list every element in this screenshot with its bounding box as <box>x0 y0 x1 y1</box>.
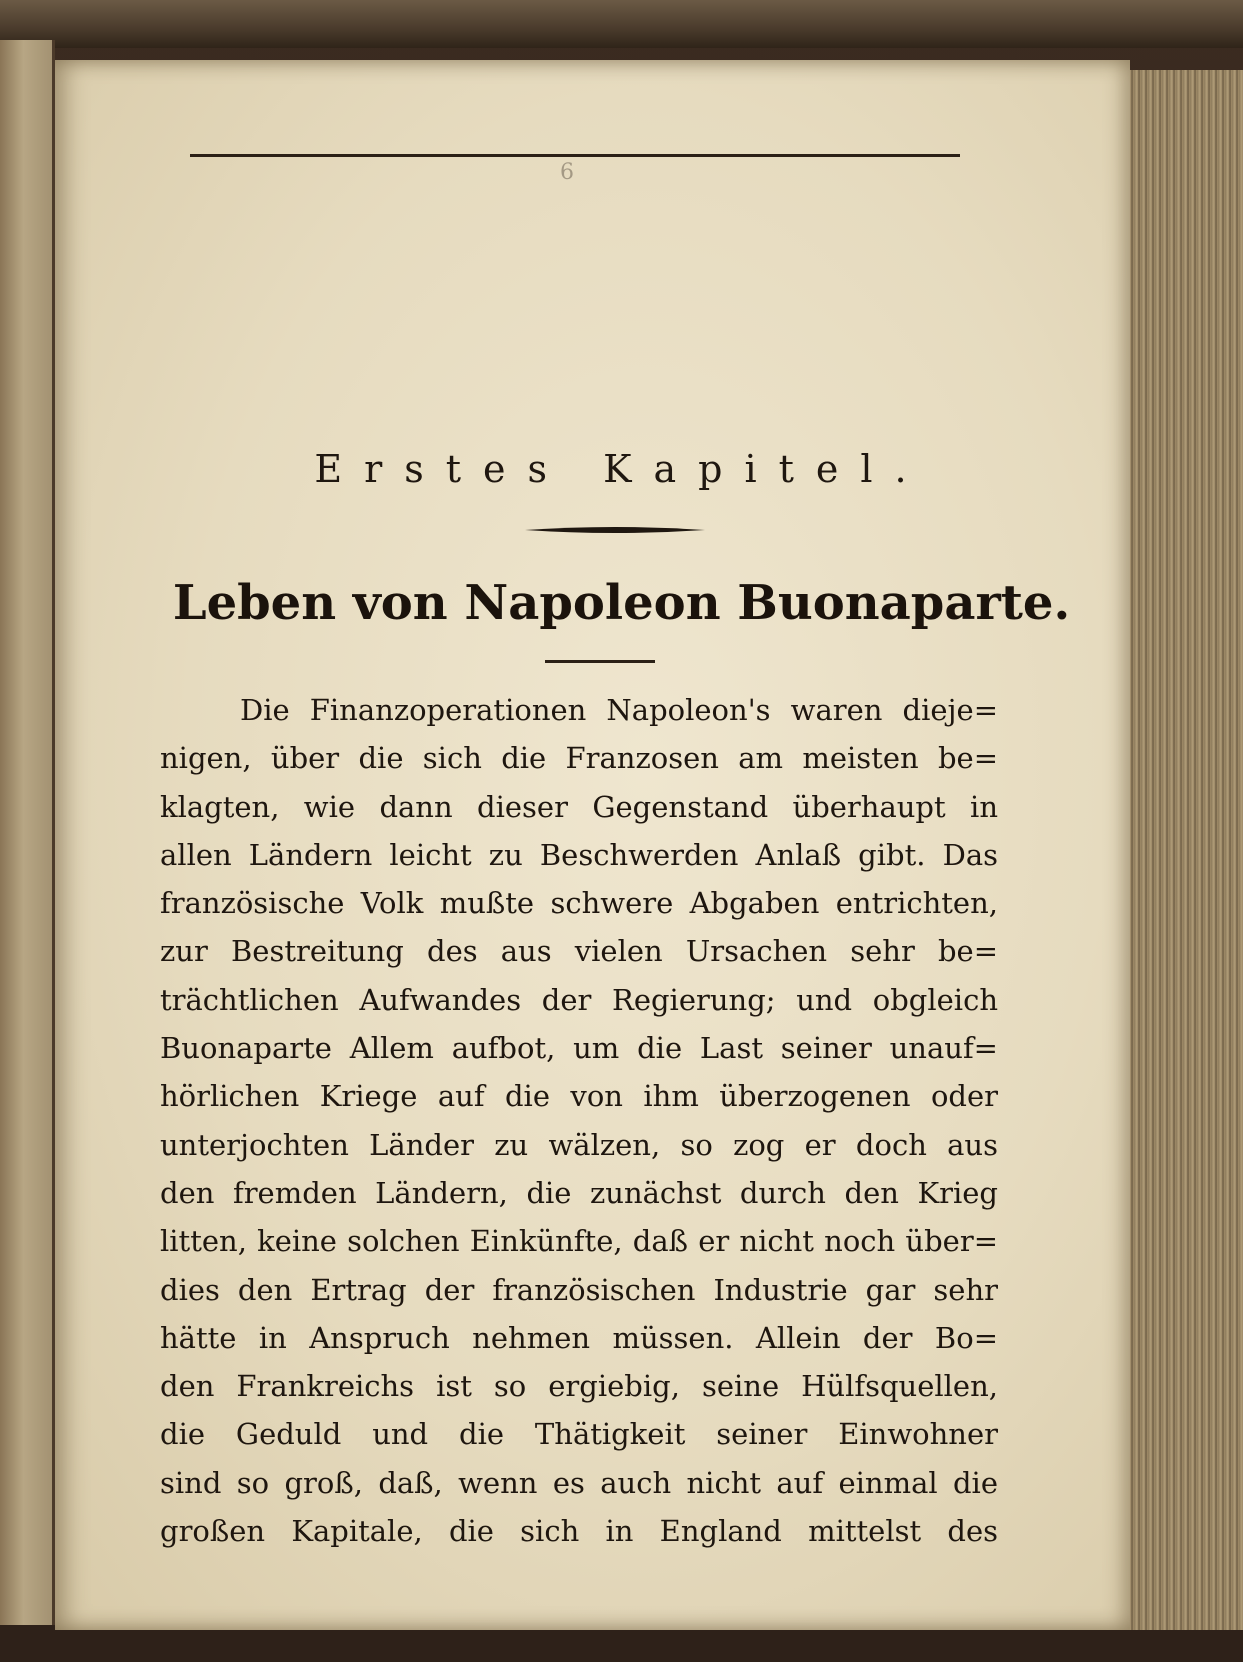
body-text <box>160 686 998 1555</box>
text-line: klagten, wie dann dieser Gegenstand überhaupt in <box>160 789 998 824</box>
text-line: großen Kapitale, die sich in England mittelst des <box>160 1514 998 1549</box>
chapter-heading: Erstes Kapitel. <box>314 447 929 491</box>
header-rule <box>190 154 960 157</box>
text-line: den Frankreichs ist so ergiebig, seine Hülfsquellen, <box>160 1369 998 1404</box>
text-line: hörlichen Kriege auf die von ihm überzogenen oder <box>160 1079 998 1114</box>
chapter-title: Leben von Napoleon Buonaparte. <box>172 575 1071 631</box>
text-line: dies den Ertrag der französischen Industrie gar sehr <box>160 1272 998 1307</box>
book-top-edge <box>0 0 1243 48</box>
text-line: französische Volk mußte schwere Abgaben entrichten, <box>160 886 998 921</box>
text-line: den fremden Ländern, die zunächst durch den Krieg <box>160 1175 998 1210</box>
text-line: nigen, über die sich die Franzosen am meisten be= <box>160 741 998 776</box>
text-line: unterjochten Länder zu wälzen, so zog er doch aus <box>160 1127 998 1162</box>
text-line: die Geduld und die Thätigkeit seiner Einwohner <box>160 1417 998 1452</box>
book-fore-edge <box>1111 70 1243 1630</box>
page-number: 6 <box>560 160 574 185</box>
text-line: litten, keine solchen Einkünfte, daß er nicht noch über= <box>160 1224 998 1259</box>
text-line: zur Bestreitung des aus vielen Ursachen sehr be= <box>160 934 998 969</box>
text-line: sind so groß, daß, wenn es auch nicht auf einmal die <box>160 1465 998 1500</box>
text-line: trächtlichen Aufwandes der Regierung; und obgleich <box>160 982 998 1017</box>
left-page-edge <box>0 40 55 1625</box>
title-rule <box>545 660 655 663</box>
text-line: hätte in Anspruch nehmen müssen. Allein der Bo= <box>160 1320 998 1355</box>
text-line: Die Finanzoperationen Napoleon's waren dieje= <box>240 693 998 727</box>
text-line: allen Ländern leicht zu Beschwerden Anlaß gibt. Das <box>160 837 998 872</box>
ornament-rule <box>525 526 705 534</box>
text-line: Buonaparte Allem aufbot, um die Last seiner unauf= <box>160 1031 998 1066</box>
